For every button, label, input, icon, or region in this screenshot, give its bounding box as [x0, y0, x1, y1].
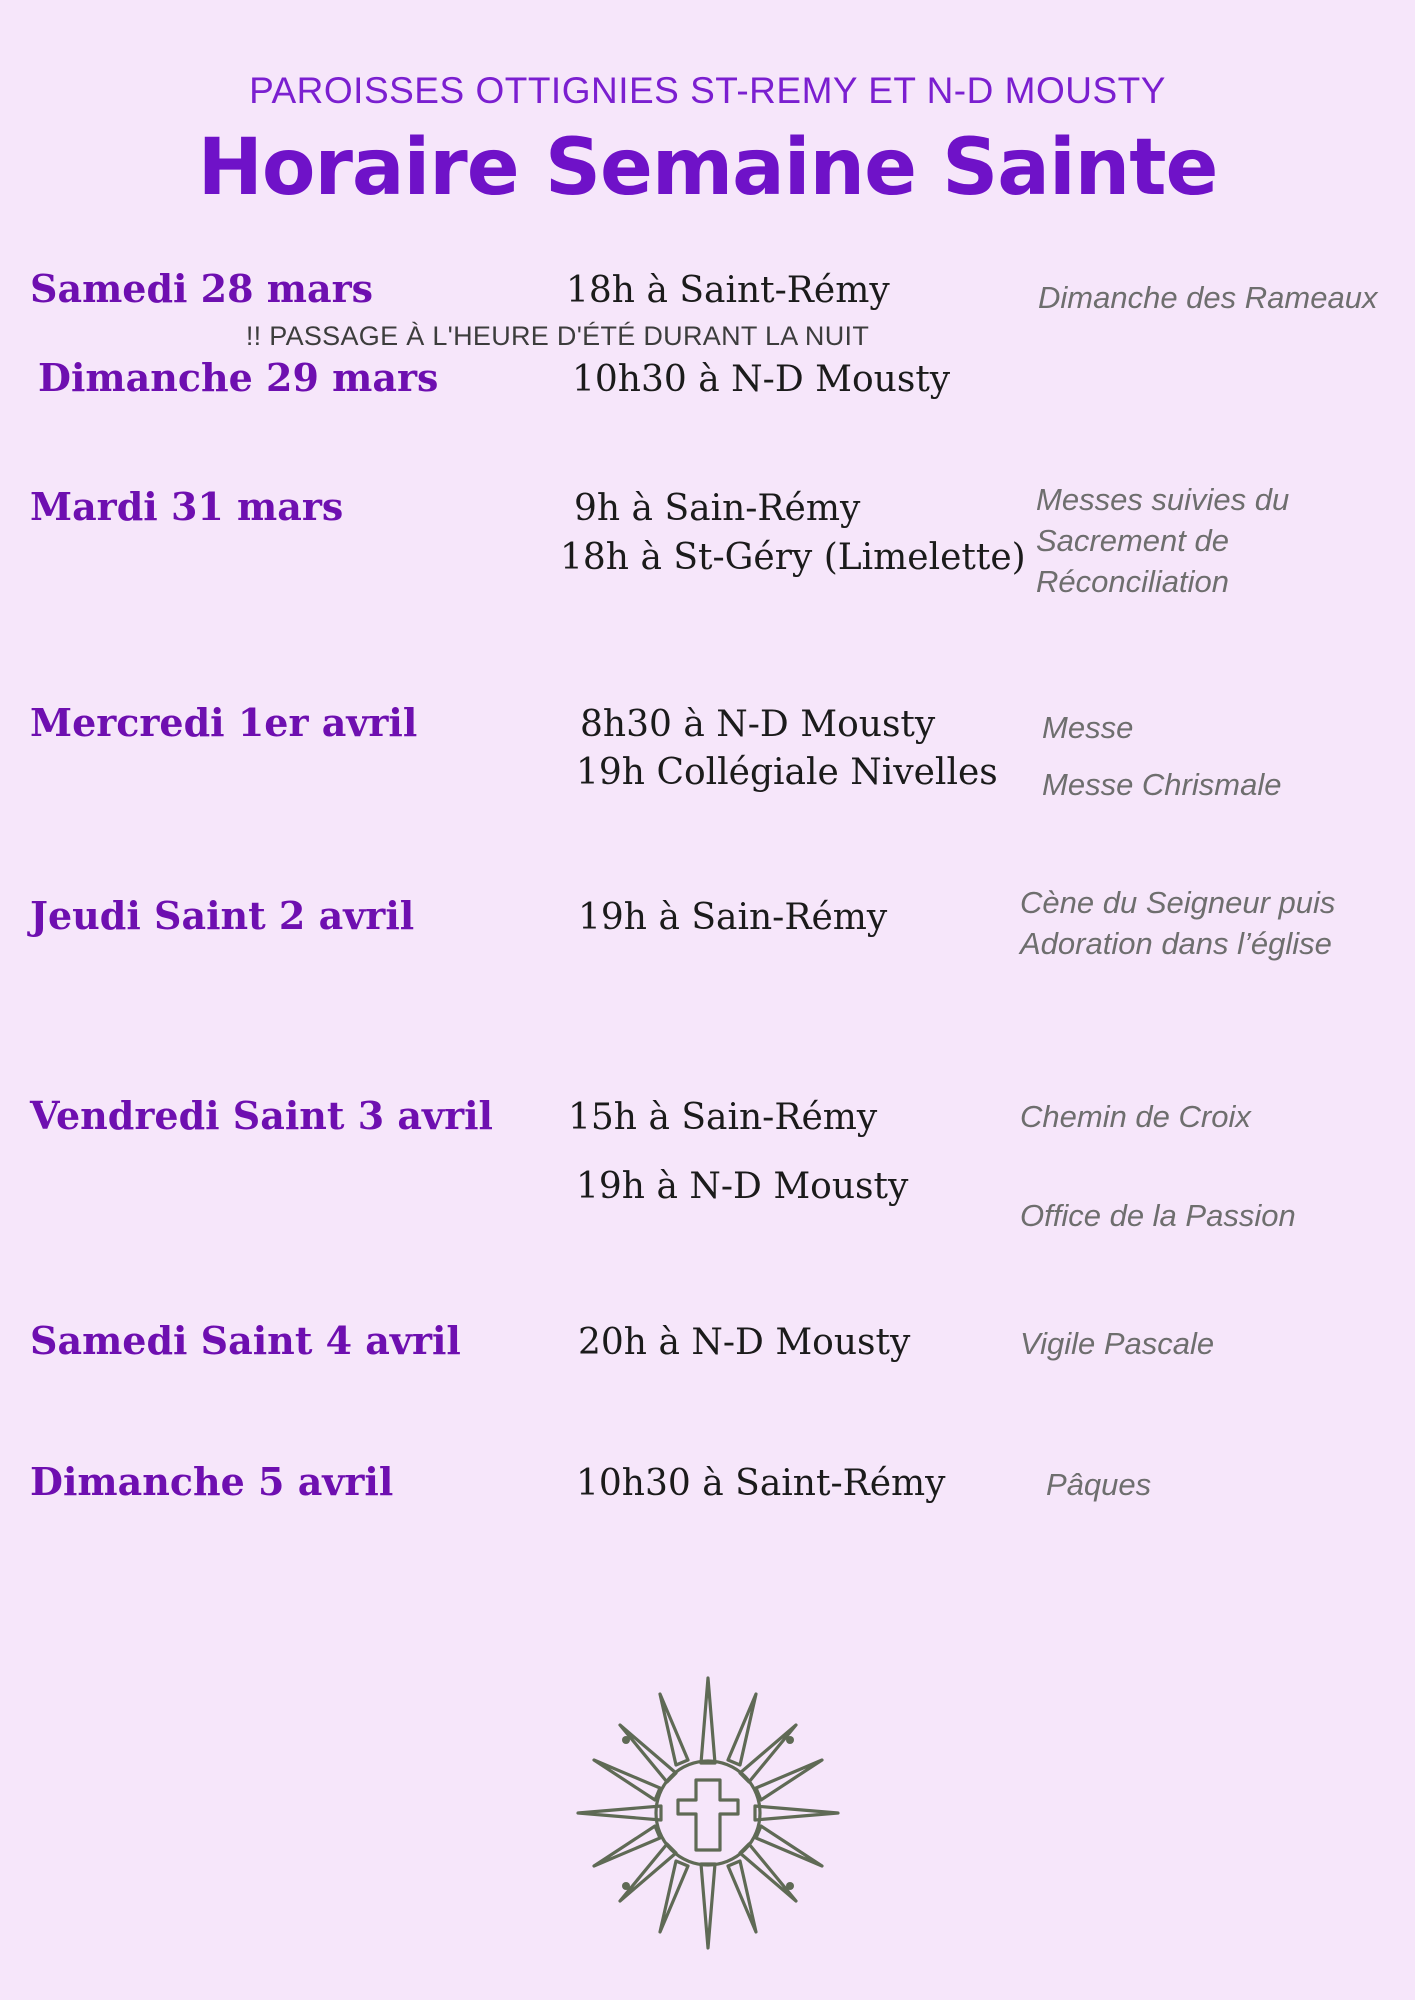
parish-name: PAROISSES OTTIGNIES ST-REMY ET N-D MOUSTY [249, 70, 1166, 111]
time-label: 18h à Saint-Rémy [566, 269, 890, 311]
schedule-note-cell [1010, 1319, 1385, 1360]
time-label: 19h Collégiale Nivelles [576, 752, 998, 794]
day-label: Dimanche 5 avril [30, 1459, 394, 1505]
time-label: 20h à N-D Mousty [578, 1322, 911, 1364]
note-label: Office de la Passion [1020, 1198, 1296, 1234]
note-label: Cène du Seigneur puis Adoration dans l’église [1020, 884, 1336, 962]
time-label: 19h à N-D Mousty [576, 1165, 909, 1207]
note-label: Messe [1042, 709, 1134, 745]
schedule-note-cell [1010, 1460, 1385, 1501]
schedule-note-cell [1010, 884, 1385, 976]
note-label: Messe Chrismale [1042, 766, 1282, 802]
schedule-time-cell [550, 701, 1010, 798]
day-label: Dimanche 29 mars [38, 355, 439, 401]
page-title: Horaire Semaine Sainte [197, 123, 1218, 213]
note-label: Messes suivies du Sacrement de Réconciliation [1036, 481, 1290, 600]
schedule-time-cell [550, 485, 1026, 582]
schedule-row [30, 884, 1385, 976]
note-label: Vigile Pascale [1020, 1326, 1215, 1362]
emblem-area [0, 1668, 1415, 1958]
schedule-day-cell [30, 1094, 550, 1138]
daylight-saving-notice: !! PASSAGE À L'HEURE D'ÉTÉ DURANT LA NUIT [245, 321, 870, 352]
schedule-day-cell [30, 1460, 550, 1504]
schedule-time-cell [550, 1319, 1010, 1368]
day-label: Samedi Saint 4 avril [30, 1318, 461, 1364]
time-label: 8h30 à N-D Mousty [580, 703, 936, 745]
schedule-day-cell [30, 1319, 550, 1363]
schedule-list [30, 267, 1385, 1509]
day-label: Mercredi 1er avril [30, 699, 418, 745]
schedule-time-cell [550, 1094, 1010, 1211]
time-label: 10h30 à N-D Mousty [572, 359, 951, 401]
schedule-day-cell [30, 485, 550, 529]
schedule-row [30, 481, 1385, 609]
schedule-row [30, 267, 1385, 316]
schedule-note-cell [1010, 481, 1385, 609]
schedule-day-cell [30, 701, 550, 745]
schedule-day-cell [30, 894, 550, 938]
time-label: 18h à St-Géry (Limelette) [560, 536, 1026, 578]
schedule-note-cell [1010, 701, 1385, 802]
poster-header [30, 70, 1385, 212]
note-label: Chemin de Croix [1020, 1099, 1251, 1135]
schedule-time-cell [550, 267, 1010, 316]
note-label: Pâques [1046, 1467, 1152, 1503]
schedule-time-cell [550, 894, 1010, 943]
time-label: 10h30 à Saint-Rémy [576, 1463, 946, 1505]
schedule-row [30, 699, 1385, 802]
schedule-day-cell [30, 356, 550, 400]
schedule-note-cell [1010, 267, 1385, 315]
schedule-row [30, 1319, 1385, 1368]
schedule-note-cell [1010, 1094, 1385, 1234]
day-label: Mardi 31 mars [30, 483, 344, 529]
time-label: 9h à Sain-Rémy [574, 487, 861, 529]
note-label: Dimanche des Rameaux [1038, 279, 1378, 315]
schedule-time-cell [550, 356, 1010, 405]
time-label: 19h à Sain-Rémy [578, 896, 888, 938]
schedule-day-cell [30, 267, 550, 311]
day-label: Jeudi Saint 2 avril [30, 892, 415, 938]
schedule-row [30, 356, 1385, 405]
time-label: 15h à Sain-Rémy [568, 1097, 878, 1139]
day-label: Vendredi Saint 3 avril [30, 1093, 493, 1139]
schedule-row [30, 1460, 1385, 1509]
radiant-cross-icon [568, 1668, 848, 1958]
day-label: Samedi 28 mars [30, 265, 374, 311]
schedule-row [30, 1093, 1385, 1234]
schedule-time-cell [550, 1460, 1010, 1509]
